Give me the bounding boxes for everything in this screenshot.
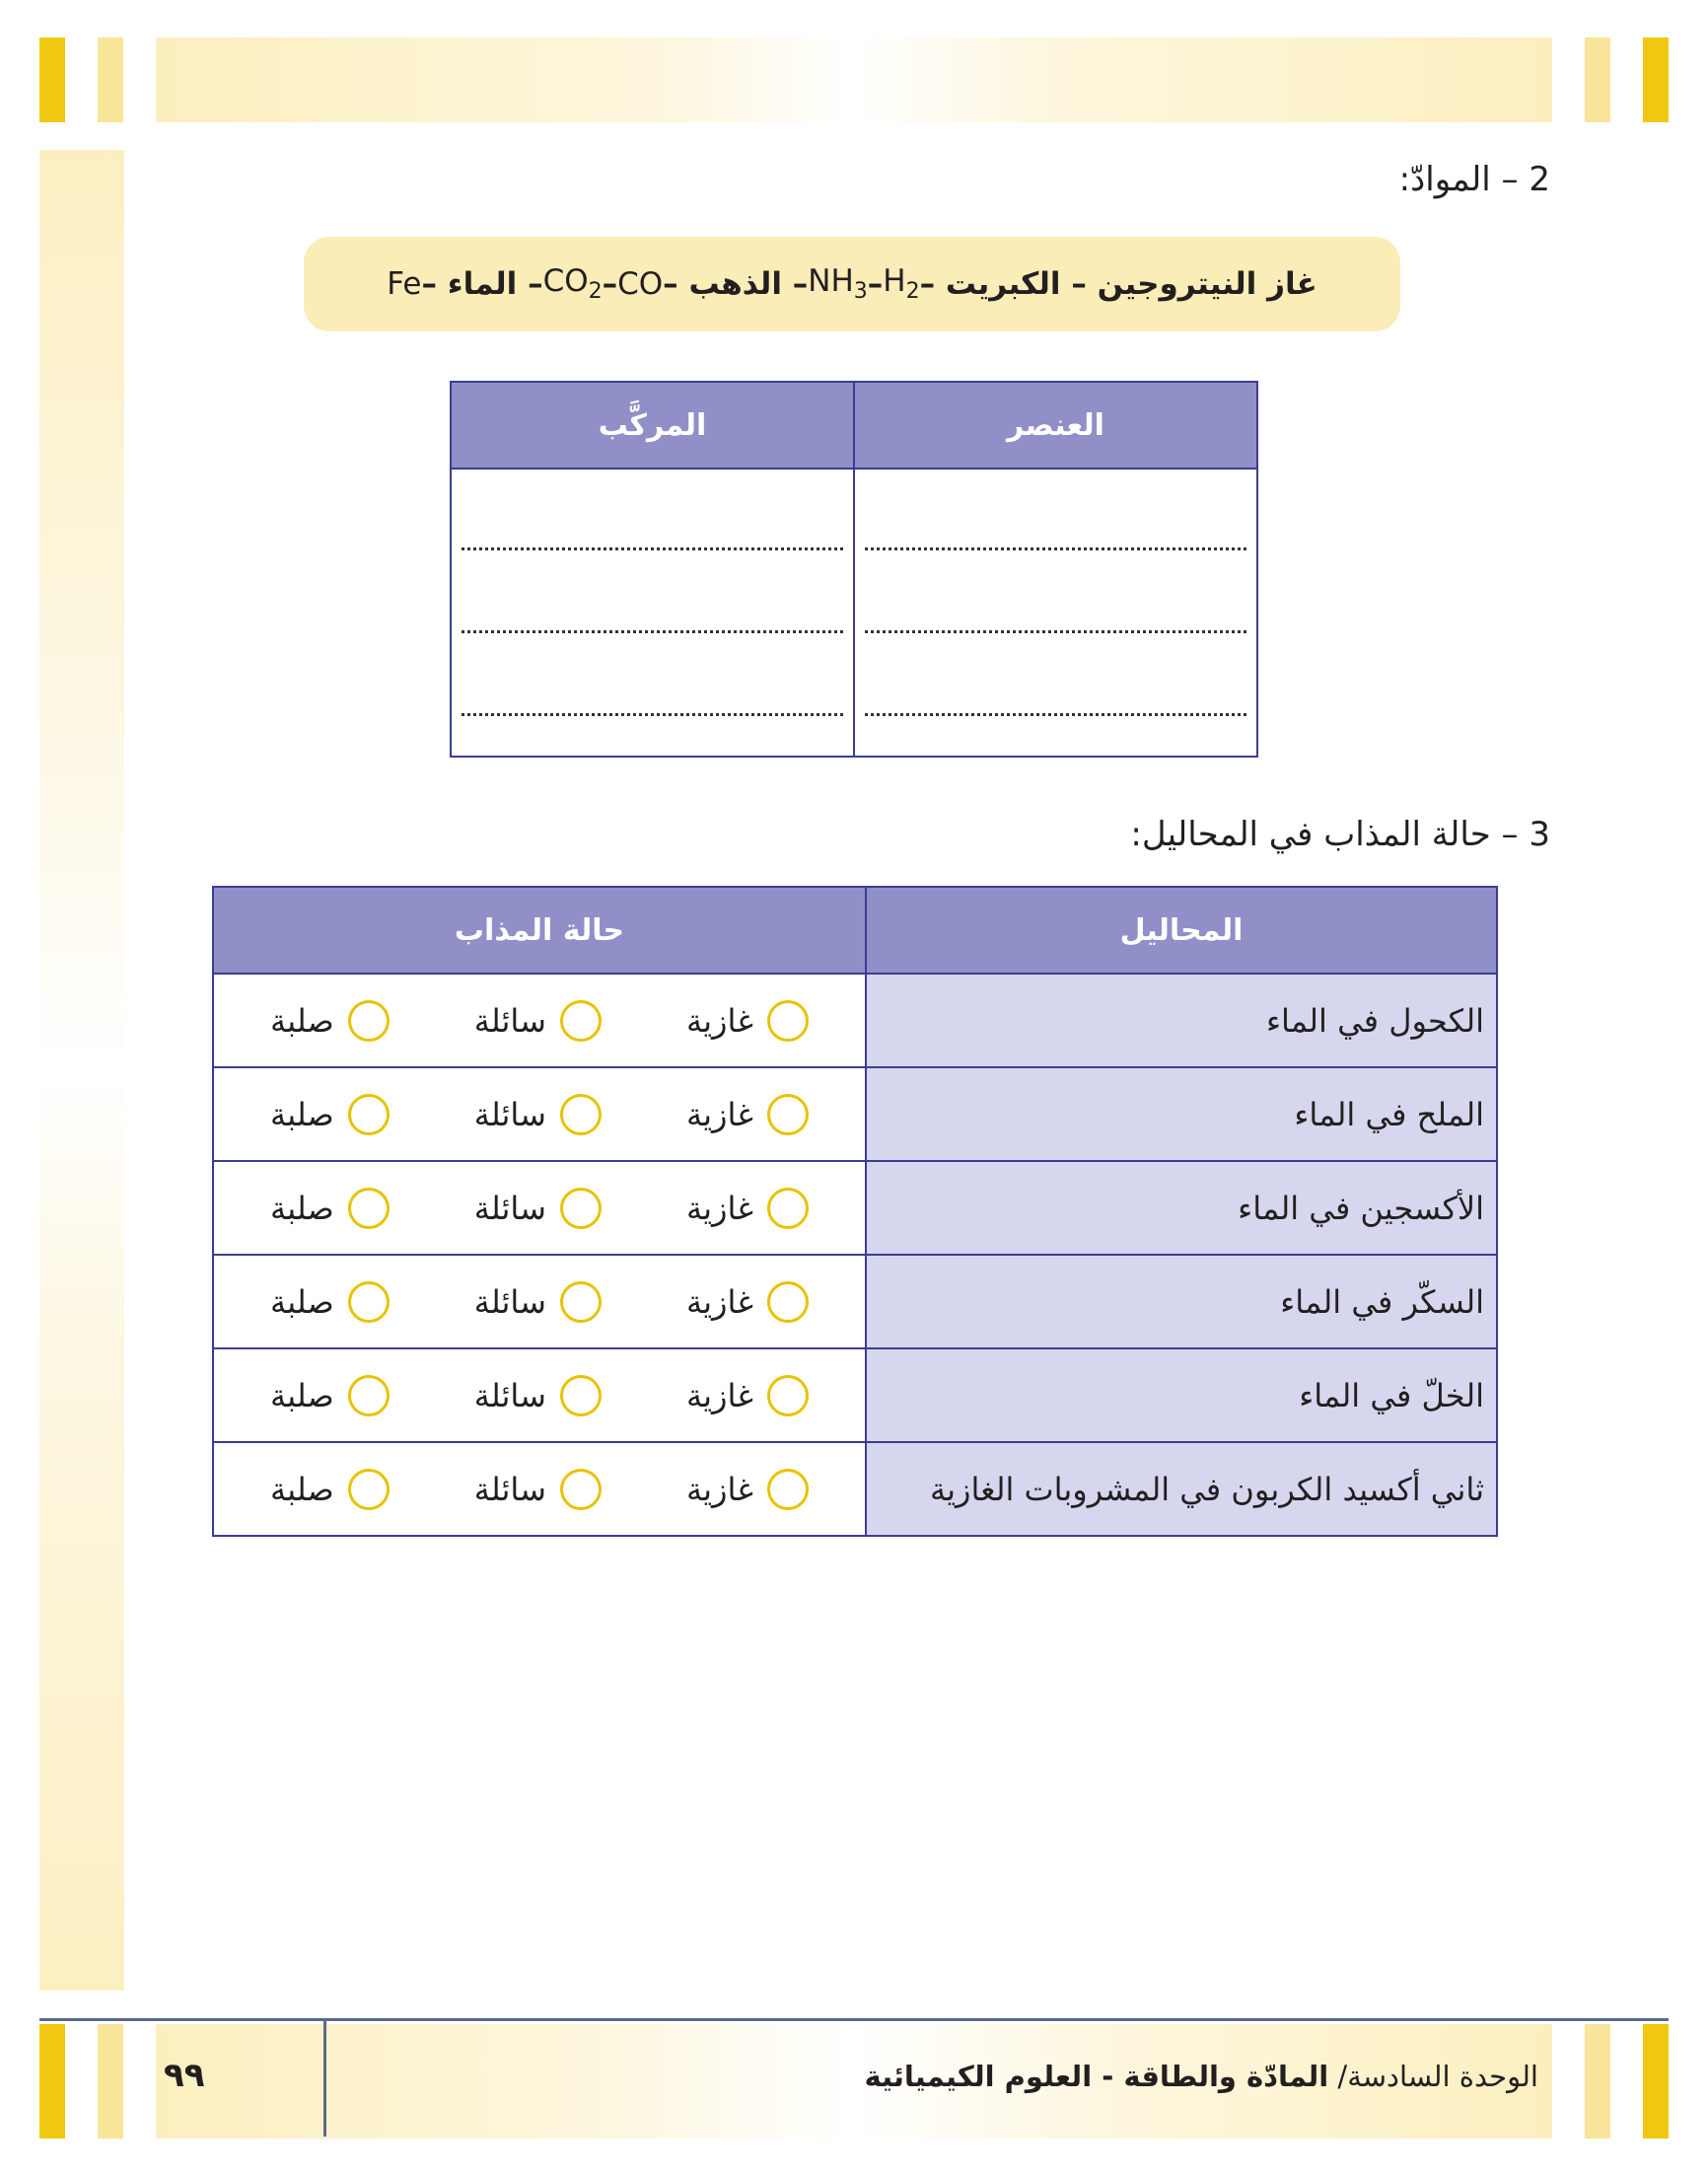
option-gas[interactable]: غازية [686,1094,809,1135]
radio-circle-icon[interactable] [767,1469,809,1510]
option-gas[interactable]: غازية [686,1000,809,1042]
col-compound-header: المركَّب [451,382,854,469]
materials-text-1: غاز النيتروجين – الكبريت – [919,266,1317,302]
answer-cell[interactable] [854,469,1257,574]
option-liquid[interactable]: سائلة [474,1188,602,1229]
table-row [213,1348,1497,1442]
radio-circle-icon[interactable] [560,1188,602,1229]
radio-circle-icon[interactable] [348,1000,390,1042]
col-element-header: العنصر [854,382,1257,469]
answer-cell[interactable] [854,574,1257,657]
radio-circle-icon[interactable] [560,1000,602,1042]
option-liquid[interactable]: سائلة [474,1375,602,1416]
radio-circle-icon[interactable] [767,1375,809,1416]
unit-title: المادّة والطاقة - العلوم الكيميائية [864,2060,1329,2093]
option-solid[interactable]: صلبة [270,1000,390,1042]
radio-circle-icon[interactable] [767,1094,809,1135]
radio-circle-icon[interactable] [560,1281,602,1323]
solution-name: الخلّ في الماء [866,1348,1497,1442]
col-state-header: حالة المذاب [213,887,866,974]
radio-circle-icon[interactable] [560,1094,602,1135]
option-solid[interactable]: صلبة [270,1375,390,1416]
radio-circle-icon[interactable] [767,1281,809,1323]
corner-bar [1643,37,1669,122]
option-gas[interactable]: غازية [686,1375,809,1416]
materials-sep: – [867,266,884,302]
corner-bar [1585,37,1610,122]
col-solutions-header: المحاليل [866,887,1497,974]
answer-cell[interactable] [451,657,854,757]
formula-fe: Fe [387,266,422,302]
option-gas[interactable]: غازية [686,1469,809,1510]
materials-text-2: – الذهب – [663,266,809,302]
option-gas[interactable]: غازية [686,1281,809,1323]
solution-name: ثاني أكسيد الكربون في المشروبات الغازية [866,1442,1497,1536]
footer-unit-title [865,2060,1538,2093]
footer-divider [323,2018,326,2137]
answer-cell[interactable] [854,657,1257,757]
table-row [213,1067,1497,1161]
formula-nh3: $NH_3$ [808,263,868,305]
corner-bar [39,2024,65,2139]
corner-bar [39,37,65,122]
solution-name: السكّر في الماء [866,1255,1497,1348]
radio-circle-icon[interactable] [348,1094,390,1135]
option-liquid[interactable]: سائلة [474,1469,602,1510]
formula-co: CO [617,266,664,302]
corner-bar [98,37,123,122]
solution-name: الكحول في الماء [866,974,1497,1067]
materials-sep: – [602,266,618,302]
radio-circle-icon[interactable] [560,1375,602,1416]
corner-bar [1643,2024,1669,2139]
option-gas[interactable]: غازية [686,1188,809,1229]
solutions-table [212,886,1498,1537]
section3-heading: 3 – حالة المذاب في المحاليل: [1130,815,1550,854]
option-solid[interactable]: صلبة [270,1469,390,1510]
formula-h2: $H_2$ [883,263,920,305]
radio-circle-icon[interactable] [767,1188,809,1229]
option-solid[interactable]: صلبة [270,1281,390,1323]
page-number: ٩٩ [164,2056,205,2095]
option-liquid[interactable]: سائلة [474,1281,602,1323]
radio-circle-icon[interactable] [348,1375,390,1416]
unit-prefix: الوحدة السادسة/ [1328,2060,1538,2093]
element-compound-table [450,381,1258,758]
solution-name: الأكسجين في الماء [866,1161,1497,1255]
answer-cell[interactable] [451,574,854,657]
section2-heading: 2 – الموادّ: [1398,160,1550,199]
option-solid[interactable]: صلبة [270,1094,390,1135]
footer-rule [39,2018,1669,2021]
formula-co2: $CO_2$ [542,263,603,305]
materials-box [304,237,1400,331]
radio-circle-icon[interactable] [348,1469,390,1510]
radio-circle-icon[interactable] [767,1000,809,1042]
radio-circle-icon[interactable] [348,1188,390,1229]
solution-name: الملح في الماء [866,1067,1497,1161]
materials-text-3: – الماء – [421,266,543,302]
corner-bar [98,2024,123,2139]
table-row [213,974,1497,1067]
table-row [213,1161,1497,1255]
answer-cell[interactable] [451,469,854,574]
table-row [213,1442,1497,1536]
option-liquid[interactable]: سائلة [474,1094,602,1135]
left-decor-band [39,150,124,1991]
radio-circle-icon[interactable] [560,1469,602,1510]
option-liquid[interactable]: سائلة [474,1000,602,1042]
option-solid[interactable]: صلبة [270,1188,390,1229]
top-decor-band [156,37,1552,122]
radio-circle-icon[interactable] [348,1281,390,1323]
table-row [213,1255,1497,1348]
corner-bar [1585,2024,1610,2139]
